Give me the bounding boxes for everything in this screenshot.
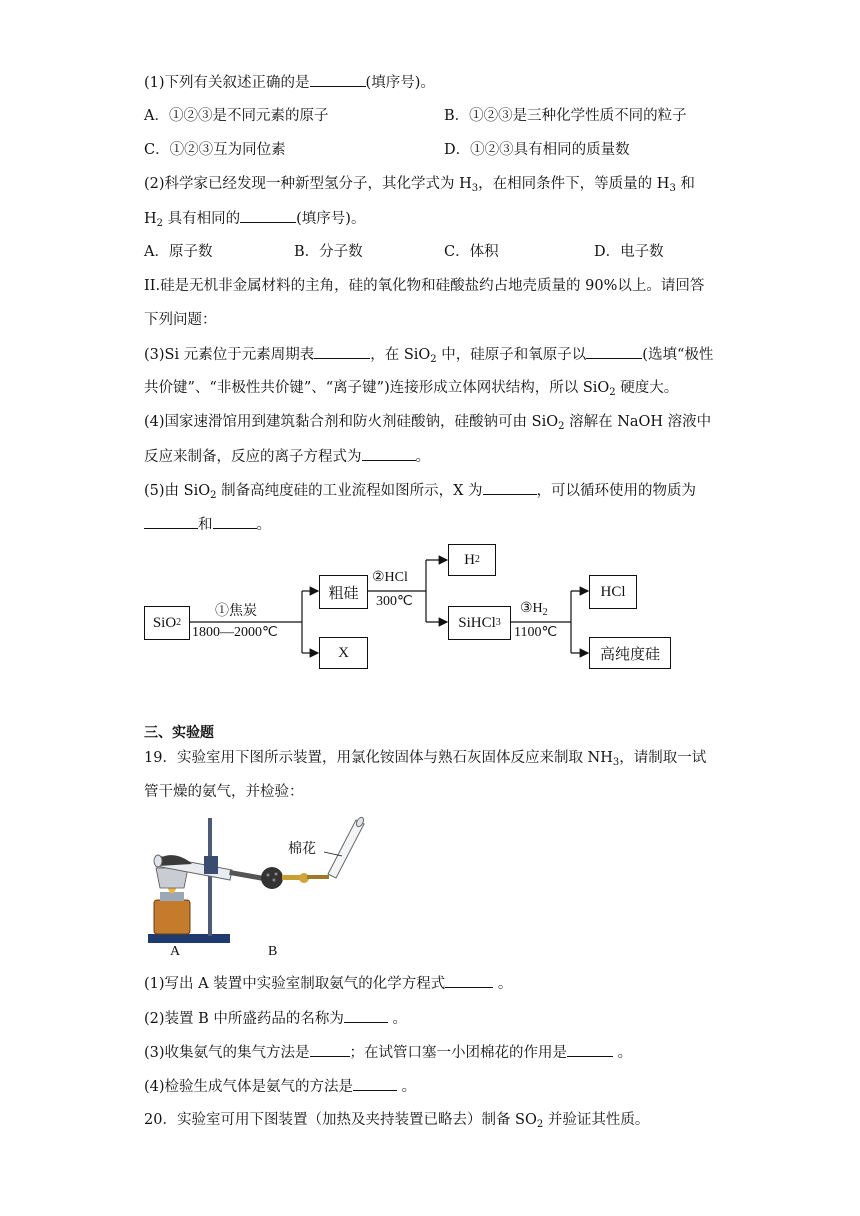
answer-blank[interactable] xyxy=(344,1008,388,1023)
answer-blank[interactable] xyxy=(310,1042,350,1057)
part2-intro-line2: 下列问题： xyxy=(144,312,217,328)
q18-sub3-line2: 共价键”、“非极性共价键”、“离子键”)连接形成立体网状结构，所以 SiO$_2$ 硬度大。 xyxy=(144,380,679,398)
answer-blank[interactable] xyxy=(567,1042,613,1057)
apparatus-label-b: B xyxy=(268,944,278,959)
q19-line1: 19．实验室用下图所示装置，用氯化铵固体与熟石灰固体反应来制取 $NH_3$，请制取一试 xyxy=(144,750,707,768)
q18-sub1-option-c: C．①②③互为同位素 xyxy=(144,142,286,158)
hcl-box: HCl xyxy=(589,575,637,609)
q18-sub2-option-a: A．原子数 xyxy=(144,244,213,260)
h2-box: H 2 xyxy=(448,544,496,576)
q20-line1: 20．实验室可用下图装置（加热及夹持装置已略去）制备 $SO_2$ 并验证其性质。 xyxy=(144,1112,650,1130)
q18-sub4-line2: 反应来制备，反应的离子方程式为 。 xyxy=(144,446,430,467)
step2-condition: 300℃ xyxy=(376,594,413,609)
pure-si-box: 高纯度硅 xyxy=(589,637,671,669)
q19-sub4: (4)检验生成气体是氨气的方法是 。 xyxy=(144,1076,416,1097)
q18-sub2-option-d: D．电子数 xyxy=(594,244,664,260)
q18-sub1-option-a: A．①②③是不同元素的原子 xyxy=(144,108,329,124)
q19-line2: 管干燥的氨气，并检验： xyxy=(144,784,304,800)
q18-sub5-line2: 和 。 xyxy=(144,514,271,535)
q18-sub2-line1: (2)科学家已经发现一种新型氢分子，其化学式为 $H_3$，在相同条件下，等质量的 $H_3$ 和 xyxy=(144,176,695,194)
q18-sub4-line1: (4)国家速滑馆用到建筑黏合剂和防火剂硅酸钠，硅酸钠可由 SiO$_2$ 溶解在 NaOH 溶液中 xyxy=(144,414,712,432)
q18-sub1-stem: (1)下列有关叙述正确的是 (填序号)。 xyxy=(144,72,435,93)
crude-si-box: 粗硅 xyxy=(319,575,368,609)
sihcl3-box: SiHCl 3 xyxy=(448,606,511,640)
apparatus-illustration xyxy=(144,812,374,952)
q18-sub2-option-b: B．分子数 xyxy=(294,244,363,260)
step3-condition: 1100℃ xyxy=(514,625,558,640)
q18-sub1-option-d: D．①②③具有相同的质量数 xyxy=(444,142,630,158)
step1-reagent: ①焦炭 xyxy=(215,604,257,619)
q19-sub1: (1)写出 A 装置中实验室制取氨气的化学方程式 。 xyxy=(144,973,512,994)
part2-intro-line1: II.硅是无机非金属材料的主角，硅的氧化物和硅酸盐约占地壳质量的 90%以上。请回答 xyxy=(144,278,705,294)
q19-sub3: (3)收集氨气的集气方法是 ；在试管口塞一小团棉花的作用是 。 xyxy=(144,1042,632,1063)
q18-sub2-line2: $H_2$ 具有相同的 (填序号)。 xyxy=(144,208,365,229)
step3-reagent: $③H_2$ xyxy=(520,601,548,618)
q18-sub1-option-b: B．①②③是三种化学性质不同的粒子 xyxy=(444,108,687,124)
step2-reagent: ②HCl xyxy=(372,570,408,585)
x-box: X xyxy=(319,637,368,669)
q18-sub5-line1: (5)由 SiO$_2$ 制备高纯度硅的工业流程如图所示，X 为 ，可以循环使用的物质为 xyxy=(144,480,696,501)
answer-blank[interactable] xyxy=(445,973,493,988)
q19-sub2: (2)装置 B 中所盛药品的名称为 。 xyxy=(144,1008,407,1029)
q18-sub3-line1: (3)Si 元素位于元素周期表 ，在 SiO$_2$ 中，硅原子和氧原子以 (选填“极性 xyxy=(144,344,713,365)
answer-blank[interactable] xyxy=(353,1076,397,1091)
apparatus-label-a: A xyxy=(170,944,181,959)
sio2-box: SiO 2 xyxy=(144,606,190,640)
q18-sub2-option-c: C．体积 xyxy=(444,244,499,260)
step1-condition: 1800—2000℃ xyxy=(192,625,278,640)
cotton-label: 棉花 xyxy=(288,841,316,857)
section-title: 三、实验题 xyxy=(144,725,214,741)
